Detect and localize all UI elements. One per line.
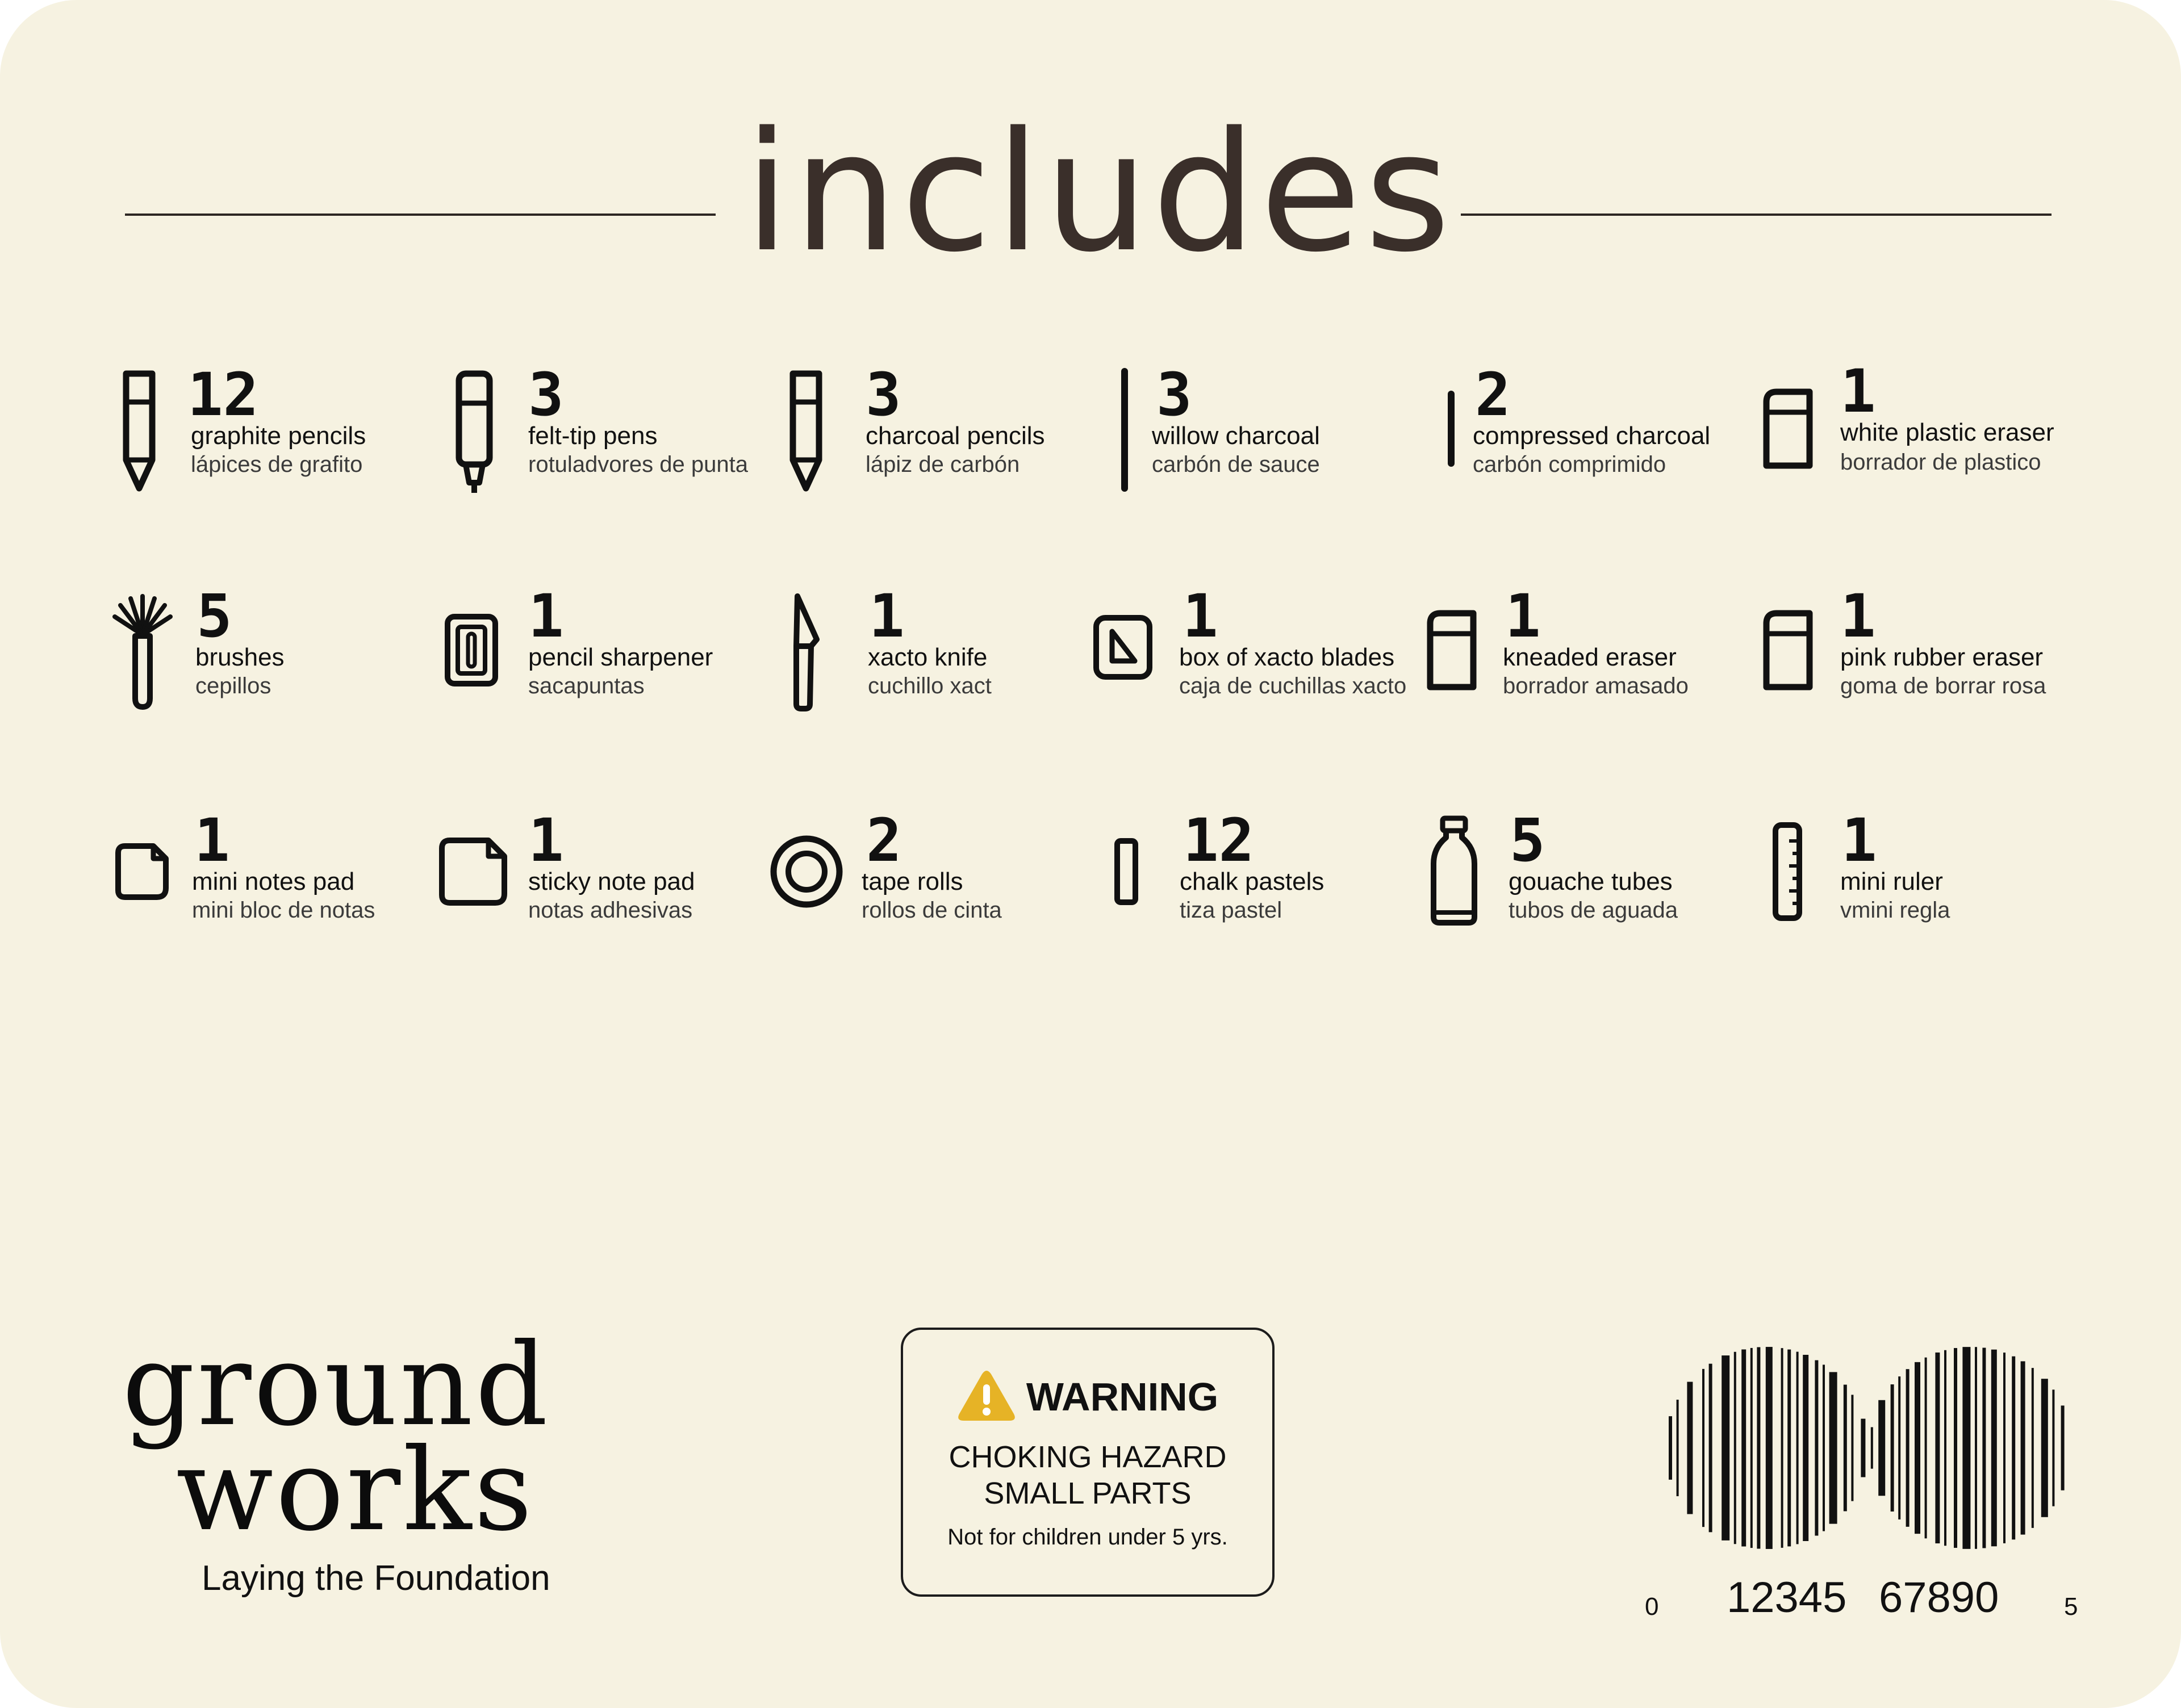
item-tape-rolls: 2 tape rolls rollos de cinta <box>770 809 1099 945</box>
eraser-icon <box>1761 386 1818 471</box>
barcode-bar <box>1687 1382 1693 1514</box>
barcode-bar <box>1915 1362 1920 1534</box>
brand-logo-line2: works <box>176 1424 535 1556</box>
barcode-group-1: 12345 <box>1727 1573 1847 1622</box>
item-pink-rubber-eraser: 1 pink rubber eraser goma de borrar rosa <box>1761 585 2090 721</box>
barcode-bar <box>1898 1376 1900 1519</box>
item-box-of-xacto-blades: 1 box of xacto blades caja de cuchillas xacto <box>1092 585 1421 721</box>
item-white-plastic-eraser: 1 white plastic eraser borrador de plastico <box>1761 363 2090 500</box>
item-charcoal-pencils: 3 charcoal pencils lápiz de carbón <box>780 363 1110 500</box>
brand-logo-line1: ground <box>122 1319 550 1451</box>
barcode-bar <box>1741 1350 1746 1547</box>
blade-box-icon <box>1092 613 1154 681</box>
barcode-bar <box>1722 1355 1729 1540</box>
barcode-bar <box>1677 1400 1679 1496</box>
barcode-bar <box>1757 1347 1760 1549</box>
barcode-bar <box>1878 1400 1885 1496</box>
barcode-bar <box>1803 1355 1808 1541</box>
pencil-icon <box>780 369 832 494</box>
barcode-right-digit: 5 <box>2064 1593 2078 1621</box>
barcode-bar <box>1962 1347 1970 1549</box>
barcode-bar <box>1925 1358 1927 1539</box>
eraser-icon <box>1761 608 1818 693</box>
warning-line3: Not for children under 5 yrs. <box>947 1525 1228 1550</box>
barcode-bars <box>1664 1340 2073 1556</box>
charcoal-stick-icon <box>1440 392 1463 466</box>
title-rule-right <box>1461 214 2052 216</box>
tape-roll-icon <box>770 832 843 911</box>
item-felt-tip-pens: 3 felt-tip pens rotuladvores de punta <box>449 363 778 500</box>
item-xacto-knife: 1 xacto knife cuchillo xact <box>784 585 1113 721</box>
barcode-bar <box>1944 1350 1946 1546</box>
item-graphite-pencils: 12 graphite pencils lápices de grafito <box>114 363 443 500</box>
barcode-bar <box>1829 1372 1837 1523</box>
barcode-bar <box>1991 1350 1997 1547</box>
barcode-bar <box>2003 1353 2005 1543</box>
barcode-bar <box>1823 1364 1825 1531</box>
tube-icon <box>1426 815 1482 928</box>
barcode-bar <box>1750 1348 1753 1548</box>
felt-tip-pen-icon <box>449 369 500 494</box>
barcode-bar <box>1781 1348 1783 1548</box>
page-title: includes <box>744 97 1454 288</box>
barcode-bar <box>1844 1385 1847 1512</box>
barcode-bar <box>1796 1352 1799 1544</box>
warning-label: WARNING <box>1026 1375 1219 1419</box>
warning-header <box>903 1368 1272 1425</box>
barcode-bar <box>1891 1384 1894 1512</box>
barcode-left-digit: 0 <box>1645 1593 1659 1621</box>
barcode-bar <box>2052 1389 2054 1506</box>
barcode-bar <box>1815 1360 1818 1536</box>
item-sticky-note-pad: 1 sticky note pad notas adhesivas <box>436 809 766 945</box>
barcode-bar <box>2041 1379 2048 1517</box>
barcode-bar <box>2012 1357 2015 1540</box>
eraser-icon <box>1424 608 1481 693</box>
item-chalk-pastels: 12 chalk pastels tiza pastel <box>1110 809 1440 945</box>
item-brushes: 5 brushes cepillos <box>111 585 441 721</box>
barcode-bar <box>1709 1364 1712 1533</box>
barcode <box>1664 1340 2073 1556</box>
charcoal-stick-icon <box>1113 369 1136 494</box>
warning-line1: CHOKING HAZARD <box>949 1440 1227 1474</box>
barcode-bar <box>1954 1348 1957 1548</box>
item-kneaded-eraser: 1 kneaded eraser borrador amasado <box>1424 585 1754 721</box>
pastel-icon <box>1110 836 1142 907</box>
barcode-bar <box>1702 1369 1704 1527</box>
barcode-bar <box>1906 1369 1910 1527</box>
barcode-bar <box>1982 1348 1986 1548</box>
barcode-bar <box>2021 1361 2025 1534</box>
item-compressed-charcoal: 2 compressed charcoal carbón comprimido <box>1440 363 1769 500</box>
barcode-bar <box>1787 1350 1791 1547</box>
barcode-bar <box>1975 1347 1977 1549</box>
barcode-bar <box>1766 1347 1773 1549</box>
knife-icon <box>784 591 824 715</box>
brand-tagline: Laying the Foundation <box>202 1559 550 1598</box>
item-willow-charcoal: 3 willow charcoal carbón de sauce <box>1113 363 1443 500</box>
warning-line2: SMALL PARTS <box>984 1476 1192 1510</box>
barcode-bar <box>1935 1353 1940 1543</box>
barcode-bar <box>1861 1419 1865 1477</box>
title-rule-left <box>125 214 716 216</box>
barcode-bar <box>2061 1405 2065 1490</box>
barcode-bar <box>1669 1416 1672 1480</box>
notepad-icon <box>436 835 510 909</box>
barcode-bar <box>2032 1368 2034 1528</box>
barcode-bar <box>1851 1395 1853 1501</box>
item-pencil-sharpener: 1 pencil sharpener sacapuntas <box>443 585 772 721</box>
warning-triangle-icon <box>957 1368 1016 1426</box>
warning-box <box>901 1328 1275 1597</box>
brush-icon <box>111 591 174 715</box>
notepad-icon <box>114 840 170 903</box>
item-gouache-tubes: 5 gouache tubes tubos de aguada <box>1426 809 1755 945</box>
barcode-group-2: 67890 <box>1879 1573 1999 1622</box>
ruler-icon <box>1768 820 1807 923</box>
pencil-icon <box>114 369 165 494</box>
barcode-bar <box>1734 1352 1736 1544</box>
barcode-bar <box>1871 1427 1873 1468</box>
item-mini-ruler: 1 mini ruler vmini regla <box>1768 809 2097 945</box>
sharpener-icon <box>443 608 500 693</box>
item-mini-notes-pad: 1 mini notes pad mini bloc de notas <box>114 809 443 945</box>
brand-logo <box>116 1319 616 1601</box>
